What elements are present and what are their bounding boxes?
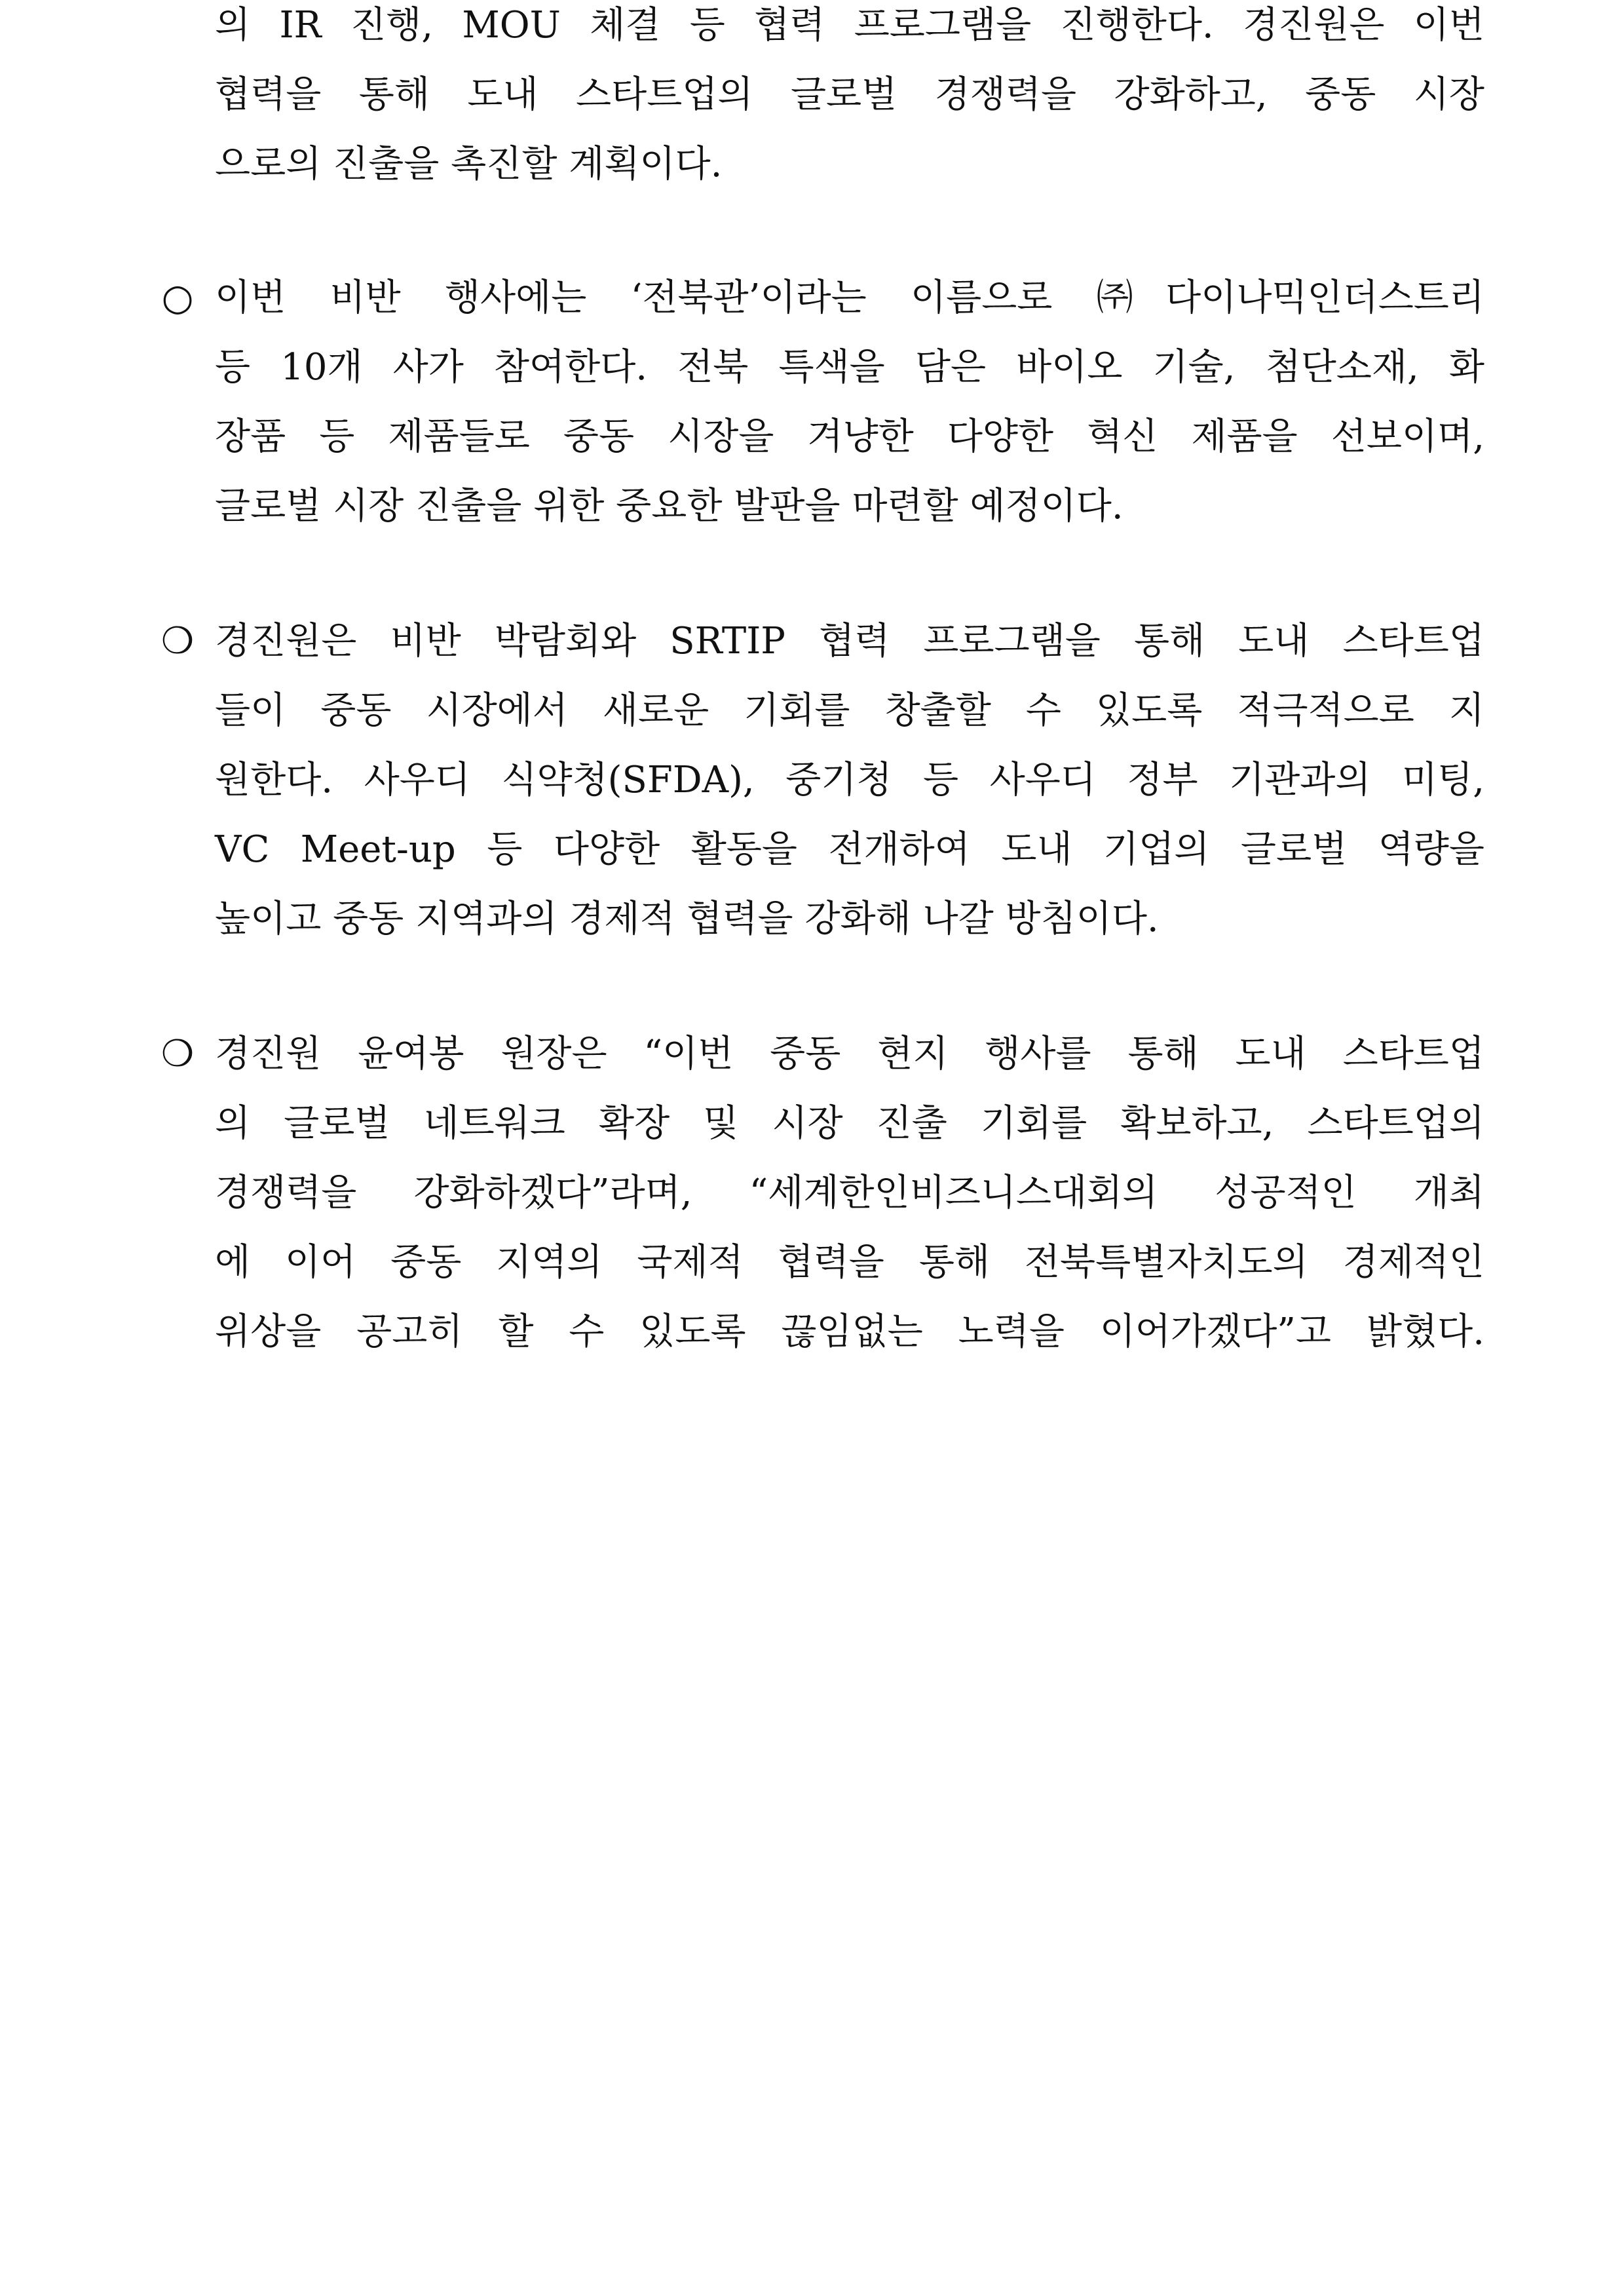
paragraph-line: 글로벌 시장 진출을 위한 중요한 발판을 마련할 예정이다. [215,485,1124,527]
paragraph-line: 위상을 공고히 할 수 있도록 끊임없는 노력을 이어가겠다”고 밝혔다. [215,1311,1484,1353]
circle-bullet-icon: ○ [161,277,194,319]
paragraph-line: 으로의 진출을 촉진할 계획이다. [215,143,723,185]
circle-bullet-icon: ❍ [161,1033,195,1075]
paragraph-line: 높이고 중동 지역과의 경제적 협력을 강화해 나갈 방침이다. [215,898,1159,940]
paragraph-bullet-3 [155,1020,1484,1367]
paragraph-line: 이번 비반 행사에는 ‘전북관’이라는 이름으로 ㈜다이나믹인더스트리 [215,277,1484,319]
paragraph-line: 의 IR 진행, MOU 체결 등 협력 프로그램을 진행한다. 경진원은 이번 [215,4,1484,47]
paragraph-line: VC Meet-up 등 다양한 활동을 전개하여 도내 기업의 글로벌 역량을 [215,828,1484,871]
paragraph-continuation [155,0,1484,199]
circle-bullet-icon: ❍ [161,620,195,662]
paragraph-bullet-1 [155,263,1484,541]
paragraph-line: 원한다. 사우디 식약청(SFDA), 중기청 등 사우디 정부 기관과의 미팅, [215,759,1484,801]
paragraph-line: 에 이어 중동 지역의 국제적 협력을 통해 전북특별자치도의 경제적인 [215,1241,1484,1284]
paragraph-line: 경진원은 비반 박람회와 SRTIP 협력 프로그램을 통해 도내 스타트업 [215,620,1484,662]
paragraph-line: 장품 등 제품들로 중동 시장을 겨냥한 다양한 혁신 제품을 선보이며, [215,415,1484,458]
paragraph-line: 경진원 윤여봉 원장은 “이번 중동 현지 행사를 통해 도내 스타트업 [215,1033,1484,1075]
paragraph-line: 들이 중동 시장에서 새로운 기회를 창출할 수 있도록 적극적으로 지 [215,689,1484,732]
paragraph-line: 경쟁력을 강화하겠다”라며, “세계한인비즈니스대회의 성공적인 개최 [215,1172,1484,1214]
paragraph-bullet-2 [155,607,1484,954]
paragraph-line: 등 10개 사가 참여한다. 전북 특색을 담은 바이오 기술, 첨단소재, 화 [215,346,1484,389]
paragraph-line: 의 글로벌 네트워크 확장 및 시장 진출 기회를 확보하고, 스타트업의 [215,1102,1484,1145]
paragraph-line: 협력을 통해 도내 스타트업의 글로벌 경쟁력을 강화하고, 중동 시장 [215,73,1484,116]
